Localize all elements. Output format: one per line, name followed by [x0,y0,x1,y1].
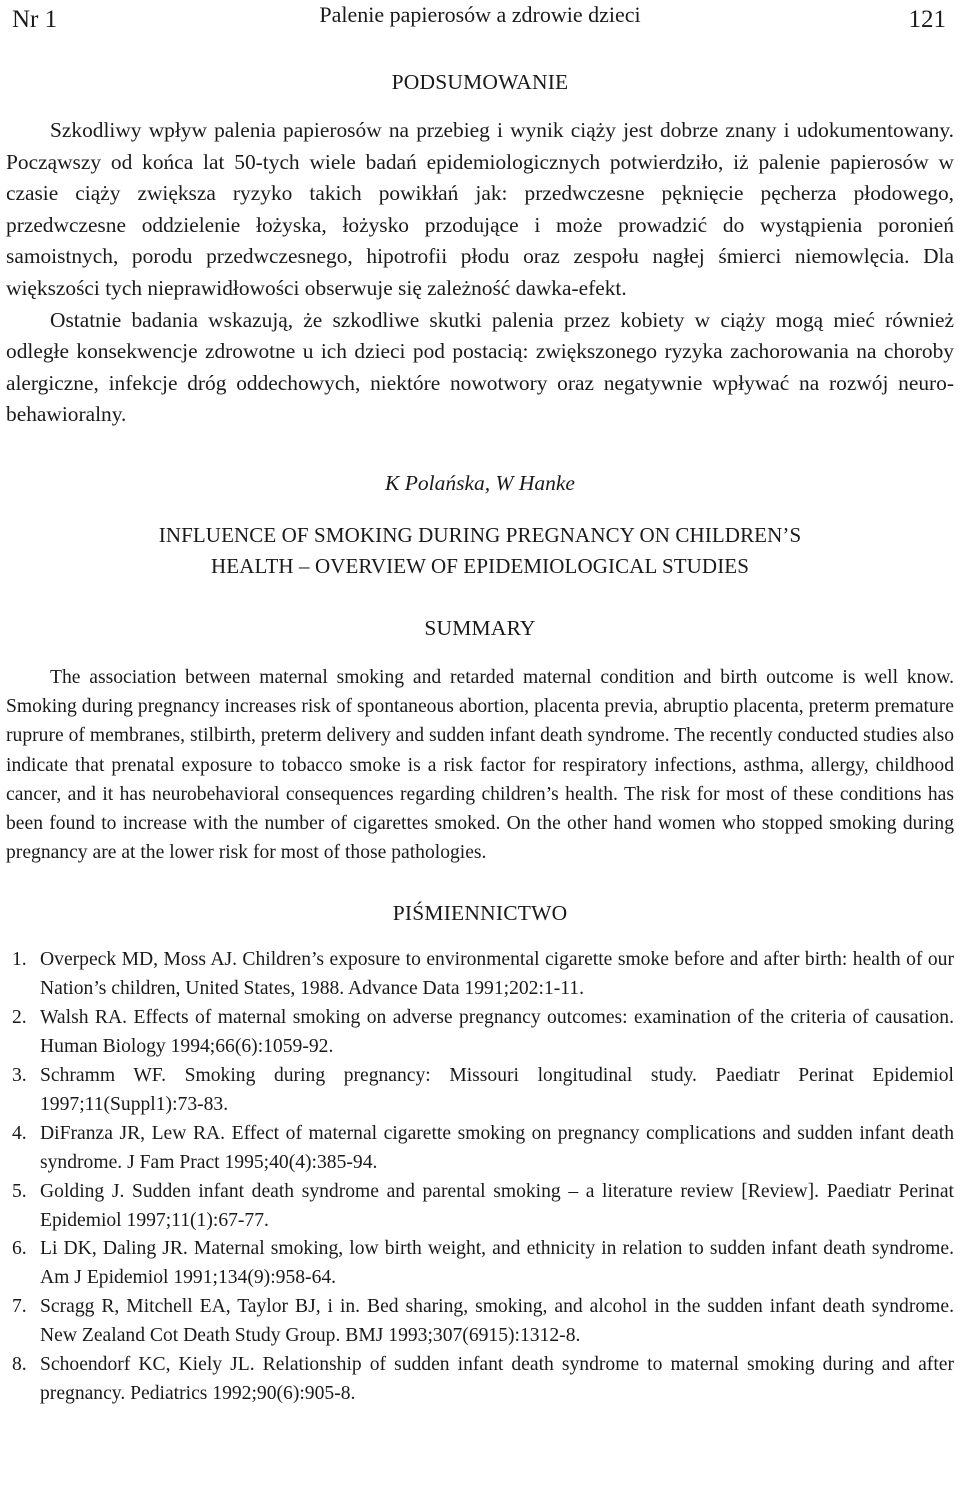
references-heading: PIŚMIENNICTWO [392,901,568,926]
reference-item [6,946,954,1004]
polish-paragraph: Szkodliwy wpływ palenia papierosów na przebieg i wynik ciąży jest dobrze znany i udokumentowany. Począwszy od końca lat 50-tych wiele badań epidemiologicznych potwierdziło, iż palenie papierosów w czasie ciąży zwiększa ryzyko takich powikłań jak: przedwczesne pęknięcie pęcherza płodowego, przedwczesne oddzielenie łożyska, łożysko przodujące i może prowadzić do wystąpienia poronień samoistnych, porodu przedwczesnego, hipotrofii płodu oraz zespołu nagłej śmierci niemowlęcia. Dla większości tych nieprawidłowości obserwuje się zależność dawka-efekt. [6,118,954,300]
reference-number: 3. [12,1064,27,1086]
reference-text: Schramm WF. Smoking during pregnancy: Missouri longitudinal study. Paediatr Perinat Epidemiol 1997;11(Suppl1):73-83. [40,1064,954,1115]
running-title: Palenie papierosów a zdrowie dzieci [319,2,641,27]
reference-text: Walsh RA. Effects of maternal smoking on adverse pregnancy outcomes: examination of the criteria of causation. Human Biology 1994;66(6):1059-92. [40,1007,954,1058]
reference-number: 8. [12,1354,27,1376]
reference-list [6,946,954,1409]
reference-item [6,1235,954,1293]
reference-number: 6. [12,1238,27,1260]
summary-heading: SUMMARY [424,615,536,640]
polish-summary-body [6,115,954,431]
polish-paragraph: Ostatnie badania wskazują, że szkodliwe skutki palenia przez kobiety w ciąży mogą mieć również odległe konsekwencje zdrowotne u ich dzieci pod postacią: zwiększonego ryzyka zachorowania na choroby alergiczne, infekcje dróg oddechowych, niektóre nowotwory oraz negatywnie wpływać na rozwój neuro-behawioralny. [6,307,954,427]
summary-body [6,663,954,867]
reference-number: 5. [12,1180,27,1202]
reference-number: 7. [12,1296,27,1318]
reference-text: Overpeck MD, Moss AJ. Children’s exposure to environmental cigarette smoke before and after birth: health of our Nation’s children, United States, 1988. Advance Data 1991;202:1-11. [40,949,954,1000]
page-number: 121 [908,6,946,33]
reference-item [6,1178,954,1236]
page-header [6,0,954,44]
english-title-line: INFLUENCE OF SMOKING DURING PREGNANCY ON CHILDREN’S [158,522,802,547]
reference-item [6,1293,954,1351]
reference-number: 1. [12,949,27,971]
reference-text: Golding J. Sudden infant death syndrome and parental smoking – a literature review [Review]. Paediatr Perinat Epidemiol 1997;11(1):67-77. [40,1180,954,1231]
reference-item [6,1351,954,1409]
reference-number: 4. [12,1122,27,1144]
reference-number: 2. [12,1007,27,1029]
reference-item [6,1062,954,1120]
english-title [6,520,954,582]
authors: K Polańska, W Hanke [385,470,575,495]
reference-item [6,1004,954,1062]
reference-text: Li DK, Daling JR. Maternal smoking, low birth weight, and ethnicity in relation to sudden infant death syndrome. Am J Epidemiol 1991;134(9):958-64. [40,1238,954,1289]
summary-paragraph: The association between maternal smoking and retarded maternal condition and birth outcome is well know. Smoking during pregnancy increases risk of spontaneous abortion, placenta previa, abruptio placenta, preterm premature ruprure of membranes, stilbirth, preterm delivery and sudden infant death syndrome. The recently conducted studies also indicate that prenatal exposure to tobacco smoke is a risk factor for respiratory infections, asthma, allergy, childhood cancer, and it has neurobehavioral consequences regarding children’s health. The risk for most of these conditions has been found to increase with the number of cigarettes smoked. On the other hand women who stopped smoking during pregnancy are at the lower risk for most of those pathologies. [6,666,954,864]
english-title-line: HEALTH – OVERVIEW OF EPIDEMIOLOGICAL STUDIES [211,553,749,578]
reference-item [6,1120,954,1178]
polish-summary-heading: PODSUMOWANIE [391,70,569,94]
reference-text: DiFranza JR, Lew RA. Effect of maternal cigarette smoking on pregnancy complications and sudden infant death syndrome. J Fam Pract 1995;40(4):385-94. [40,1122,954,1173]
issue-number: Nr 1 [12,6,58,33]
reference-text: Schoendorf KC, Kiely JL. Relationship of sudden infant death syndrome to maternal smoking during and after pregnancy. Pediatrics 1992;90(6):905-8. [40,1354,954,1404]
reference-text: Scragg R, Mitchell EA, Taylor BJ, i in. Bed sharing, smoking, and alcohol in the sudden infant death syndrome. New Zealand Cot Death Study Group. BMJ 1993;307(6915):1312-8. [40,1296,954,1347]
